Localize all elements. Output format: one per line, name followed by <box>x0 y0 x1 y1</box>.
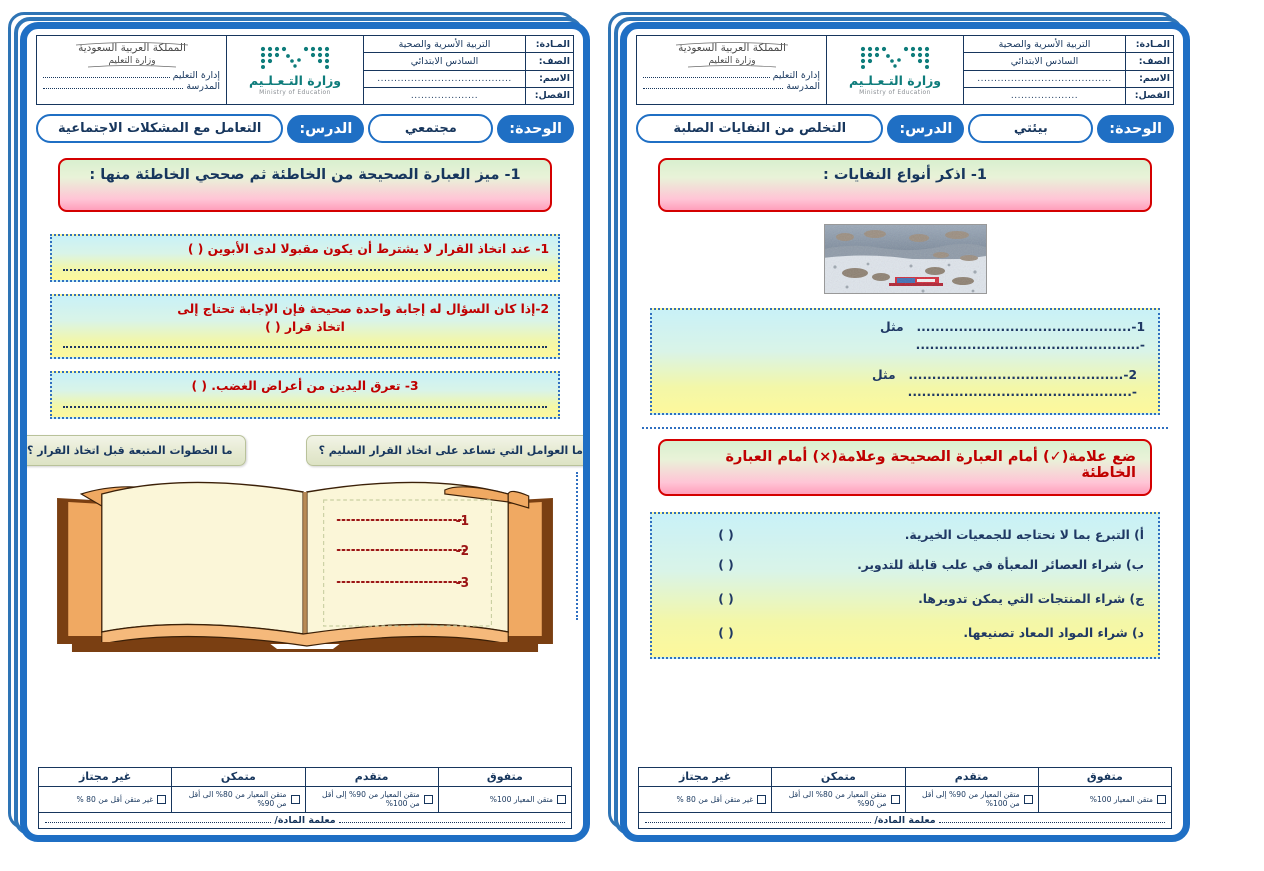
page2-assessment-header-proficient: متمكن <box>171 768 304 787</box>
page2-checkbox-proficient-icon[interactable] <box>291 795 300 804</box>
page2-assessment-cell-notpassed-text: غير متقن أقل من 80 % <box>76 794 154 804</box>
page-border-layer-1 <box>620 22 1190 842</box>
page2-checkbox-superior-icon[interactable] <box>557 795 566 804</box>
question-banner-2-text: ضع علامة(✓) أمام العبارة الصحيحة وعلامة(×) أمام العبارة الخاطئة <box>725 449 1136 482</box>
page2-moe-logo-arabic: وزارة التـعـلـيم <box>248 73 342 88</box>
page2-gov-emblem-block <box>37 36 226 104</box>
prompt-button-factors[interactable]: ما العوامل التي تساعد على اتخاذ القرار السليم ؟ <box>306 435 590 466</box>
answer-line-1-number: 1- <box>1131 320 1145 334</box>
tf-item-a[interactable] <box>664 523 1146 549</box>
statement-box-1[interactable] <box>50 234 560 282</box>
assessment-cell-superior[interactable] <box>1038 787 1171 813</box>
tf-item-d[interactable] <box>664 617 1146 645</box>
answer-line-1-dots-a: .............................................. <box>916 320 1132 334</box>
page2-teacher-signature-label: معلمة المادة/ <box>274 815 336 826</box>
page2-lesson-label: الدرس: <box>287 115 364 143</box>
answer-line-1[interactable] <box>661 315 1149 357</box>
answer-line-2-number: 2- <box>1123 367 1137 382</box>
gov-line-education-dept <box>643 70 820 81</box>
page2-question-banner-1 <box>58 158 552 212</box>
page2-gov-line-school <box>43 81 220 92</box>
page2-header-value-class[interactable]: .................... <box>410 90 479 101</box>
saudi-emblem-icon <box>668 39 796 69</box>
page2-border-layer-1 <box>20 22 590 842</box>
statement-2-text: 2-إذا كان السؤال له إجابة واحدة صحيحة فإن الإجابة تحتاج إلى <box>177 301 549 316</box>
answer-line-2-dots-a: .............................................. <box>908 367 1124 382</box>
page2-header-row-grade <box>364 53 573 70</box>
header-label-name: الاسم: <box>1125 71 1173 87</box>
moe-logo <box>826 36 963 104</box>
header-info-table <box>963 36 1173 104</box>
tf-item-b-text: ب) شراء العصائر المعبأة في علب قابلة للتدوير. <box>857 558 1144 573</box>
assessment-cell-advanced[interactable] <box>905 787 1038 813</box>
tf-item-b[interactable] <box>664 549 1146 583</box>
page2-header-row-class <box>364 88 573 104</box>
page2-assessment-header-notpassed: غير مجتاز <box>39 768 171 787</box>
page2-header <box>36 35 574 105</box>
tf-item-c-marks[interactable]: ( ) <box>718 591 734 606</box>
checkbox-notpassed-icon[interactable] <box>757 795 766 804</box>
page2-header-row-subject <box>364 36 573 53</box>
gov-label-school: المدرسة <box>786 81 820 92</box>
page2-checkbox-notpassed-icon[interactable] <box>157 795 166 804</box>
answer-line-1-mid: مثل - <box>879 320 1145 352</box>
statement-3-answer-line[interactable] <box>63 405 547 408</box>
page2-assessment-cell-advanced[interactable] <box>305 787 438 813</box>
worksheet-page-beaty <box>600 8 1200 853</box>
assessment-cell-advanced-text: متقن المعيار من 90% إلى أقل من 100% <box>921 790 1020 808</box>
svg-text:وزارة التعليم: وزارة التعليم <box>107 56 156 66</box>
page2-gov-line-education-dept <box>43 70 220 81</box>
statement-3-text: 3- تعرق اليدين من أعراض الغضب. ( ) <box>191 379 419 394</box>
statement-2-text-cont: اتخاذ قرار ( ) <box>265 319 345 334</box>
teacher-signature-line-2[interactable] <box>645 822 871 823</box>
assessment-cell-superior-text: متقن المعيار 100% <box>1089 794 1153 804</box>
page2-question-banner-1-text: 1- ميز العبارة الصحيحة من الخاطئة ثم صححي الخاطئة منها : <box>89 167 521 183</box>
checkbox-advanced-icon[interactable] <box>1024 795 1033 804</box>
tf-item-a-marks[interactable]: ( ) <box>718 528 734 543</box>
checkbox-superior-icon[interactable] <box>1157 795 1166 804</box>
open-book-illustration <box>44 466 566 656</box>
header-label-class: الفصل: <box>1125 88 1173 104</box>
header-row-subject <box>964 36 1173 53</box>
page2-saudi-emblem-icon <box>68 39 196 69</box>
waste-types-answer-box[interactable] <box>650 308 1160 415</box>
book-line-number-2: 2- <box>455 542 470 559</box>
page2-gov-dash-education-dept[interactable] <box>43 77 170 78</box>
prompt-button-steps[interactable]: ما الخطوات المتبعة قبل اتخاذ القرار ؟ <box>20 435 246 466</box>
header-row-class <box>964 88 1173 104</box>
header-label-grade: الصف: <box>1125 53 1173 69</box>
assessment-cell-notpassed[interactable] <box>639 787 771 813</box>
book-line-number-1: 1- <box>455 512 470 529</box>
gov-line-school <box>643 81 820 92</box>
assessment-cell-notpassed-text: غير متقن أقل من 80 % <box>676 794 754 804</box>
page2-moe-logo <box>226 36 363 104</box>
answer-line-1-dots-b: ................................................ <box>915 337 1140 352</box>
page2-unit-value: مجتمعي <box>368 114 493 143</box>
page2-moe-logo-english: Ministry of Education <box>259 89 331 96</box>
tf-item-d-marks[interactable]: ( ) <box>718 625 734 640</box>
waste-photo-graphic <box>824 225 986 294</box>
header-label-subject: المـادة: <box>1125 36 1173 52</box>
page2-gov-label-education-dept: إدارة التعليم <box>172 70 220 81</box>
page2-side-dotted-divider <box>576 472 578 620</box>
page-header <box>636 35 1174 105</box>
answer-line-2-mid: مثل - <box>871 367 1137 400</box>
question-banner-2 <box>658 439 1152 496</box>
tf-item-b-marks[interactable]: ( ) <box>718 558 734 573</box>
page2-header-label-name: الاسم: <box>525 71 573 87</box>
answer-line-2[interactable] <box>661 357 1149 407</box>
page2-teacher-signature-row <box>39 813 571 828</box>
tf-item-c[interactable] <box>664 583 1146 617</box>
worksheet-pages <box>0 8 1200 853</box>
page2-assessment-value-row <box>39 787 571 813</box>
page2-header-value-name[interactable]: ........................................ <box>377 73 512 84</box>
true-false-box[interactable] <box>650 512 1160 658</box>
tf-item-c-text: ج) شراء المنتجات التي يمكن تدويرها. <box>918 591 1144 606</box>
page2-lesson-value: التعامل مع المشكلات الاجتماعية <box>36 114 283 143</box>
page2-assessment-cell-advanced-text: متقن المعيار من 90% إلى أقل من 100% <box>321 790 420 808</box>
header-value-name[interactable]: ........................................ <box>977 73 1112 84</box>
page2-header-value-subject: التربية الأسرية والصحية <box>398 38 491 50</box>
statement-box-3[interactable] <box>50 371 560 419</box>
page2-assessment-cell-proficient-text: متقن المعيار من 80% الى أقل من 90% <box>188 790 287 808</box>
unit-lesson-row <box>636 112 1174 145</box>
page2-teacher-signature-line-2[interactable] <box>45 822 271 823</box>
assessment-header-proficient: متمكن <box>771 768 904 787</box>
page2-unit-lesson-row <box>36 112 574 145</box>
teacher-signature-label: معلمة المادة/ <box>874 815 936 826</box>
page2-header-row-name <box>364 71 573 88</box>
page2-checkbox-advanced-icon[interactable] <box>424 795 433 804</box>
section-divider <box>642 427 1168 429</box>
assessment-header-row <box>639 768 1171 787</box>
page2-assessment-header-advanced: متقدم <box>305 768 438 787</box>
page2-moe-dots-icon <box>258 46 332 72</box>
page2-header-label-class: الفصل: <box>525 88 573 104</box>
assessment-table <box>638 767 1172 829</box>
tf-item-d-text: د) شراء المواد المعاد تصنيعها. <box>963 625 1144 640</box>
statement-2-answer-line[interactable] <box>63 345 547 348</box>
page2-assessment-header-row <box>39 768 571 787</box>
svg-text:وزارة التعليم: وزارة التعليم <box>707 56 756 66</box>
moe-dots-icon <box>858 46 932 72</box>
svg-text:المملكة العربية السعودية: المملكة العربية السعودية <box>677 42 786 54</box>
page2-assessment-cell-proficient[interactable] <box>171 787 304 813</box>
assessment-value-row <box>639 787 1171 813</box>
statement-1-answer-line[interactable] <box>63 268 547 271</box>
assessment-header-superior: متفوق <box>1038 768 1171 787</box>
moe-logo-arabic: وزارة التـعـلـيم <box>848 73 942 88</box>
answer-line-2-dots-b: ................................................ <box>907 385 1132 400</box>
page2-gov-dash-school[interactable] <box>43 88 183 89</box>
solid-waste-photo <box>824 224 987 294</box>
gov-emblem-block <box>637 36 826 104</box>
statement-box-2[interactable] <box>50 294 560 360</box>
question-banner-1 <box>658 158 1152 212</box>
page2-header-info-table <box>363 36 573 104</box>
page2-assessment-table <box>38 767 572 829</box>
page2-assessment-cell-notpassed[interactable] <box>39 787 171 813</box>
assessment-cell-proficient-text: متقن المعيار من 80% الى أقل من 90% <box>788 790 887 808</box>
book-line-number-3: 3- <box>455 574 470 591</box>
gov-dash-school[interactable] <box>643 88 783 89</box>
unit-value: بيئتي <box>968 114 1093 143</box>
statement-1-text: 1- عند اتخاذ القرار لا يشترط أن يكون مقبولا لدى الأبوين ( ) <box>187 242 549 256</box>
gov-label-education-dept: إدارة التعليم <box>772 70 820 81</box>
gov-dash-education-dept[interactable] <box>643 77 770 78</box>
page2-header-value-grade: السادس الابتدائي <box>410 55 479 67</box>
question-banner-1-text: 1- اذكر أنواع النفايات : <box>822 167 988 183</box>
worksheet-page-mujtamai <box>0 8 600 853</box>
teacher-signature-line[interactable] <box>939 822 1165 823</box>
teacher-signature-row <box>639 813 1171 828</box>
header-row-name <box>964 71 1173 88</box>
page2-assessment-cell-superior[interactable] <box>438 787 571 813</box>
page2-unit-label: الوحدة: <box>497 115 574 143</box>
page2-teacher-signature-line[interactable] <box>339 822 565 823</box>
assessment-header-advanced: متقدم <box>905 768 1038 787</box>
photo-container <box>636 224 1174 294</box>
moe-logo-english: Ministry of Education <box>859 89 931 96</box>
svg-text:المملكة العربية السعودية: المملكة العربية السعودية <box>77 42 186 54</box>
page2-header-label-grade: الصف: <box>525 53 573 69</box>
lesson-value: التخلص من النفايات الصلبة <box>636 114 883 143</box>
page2-gov-label-school: المدرسة <box>186 81 220 92</box>
header-value-subject: التربية الأسرية والصحية <box>998 38 1091 50</box>
tf-item-a-text: أ) التبرع بما لا نحتاجه للجمعيات الخيرية. <box>904 528 1144 543</box>
checkbox-proficient-icon[interactable] <box>891 795 900 804</box>
page2-assessment-cell-superior-text: متقن المعيار 100% <box>489 794 553 804</box>
page2-header-label-subject: المـادة: <box>525 36 573 52</box>
assessment-cell-proficient[interactable] <box>771 787 904 813</box>
lesson-label: الدرس: <box>887 115 964 143</box>
prompt-button-row <box>26 435 583 466</box>
header-row-grade <box>964 53 1173 70</box>
page2-assessment-header-superior: متفوق <box>438 768 571 787</box>
unit-label: الوحدة: <box>1097 115 1174 143</box>
open-book-graphic <box>44 466 566 656</box>
assessment-header-notpassed: غير مجتاز <box>639 768 771 787</box>
header-value-class[interactable]: .................... <box>1010 90 1079 101</box>
header-value-grade: السادس الابتدائي <box>1010 55 1079 67</box>
